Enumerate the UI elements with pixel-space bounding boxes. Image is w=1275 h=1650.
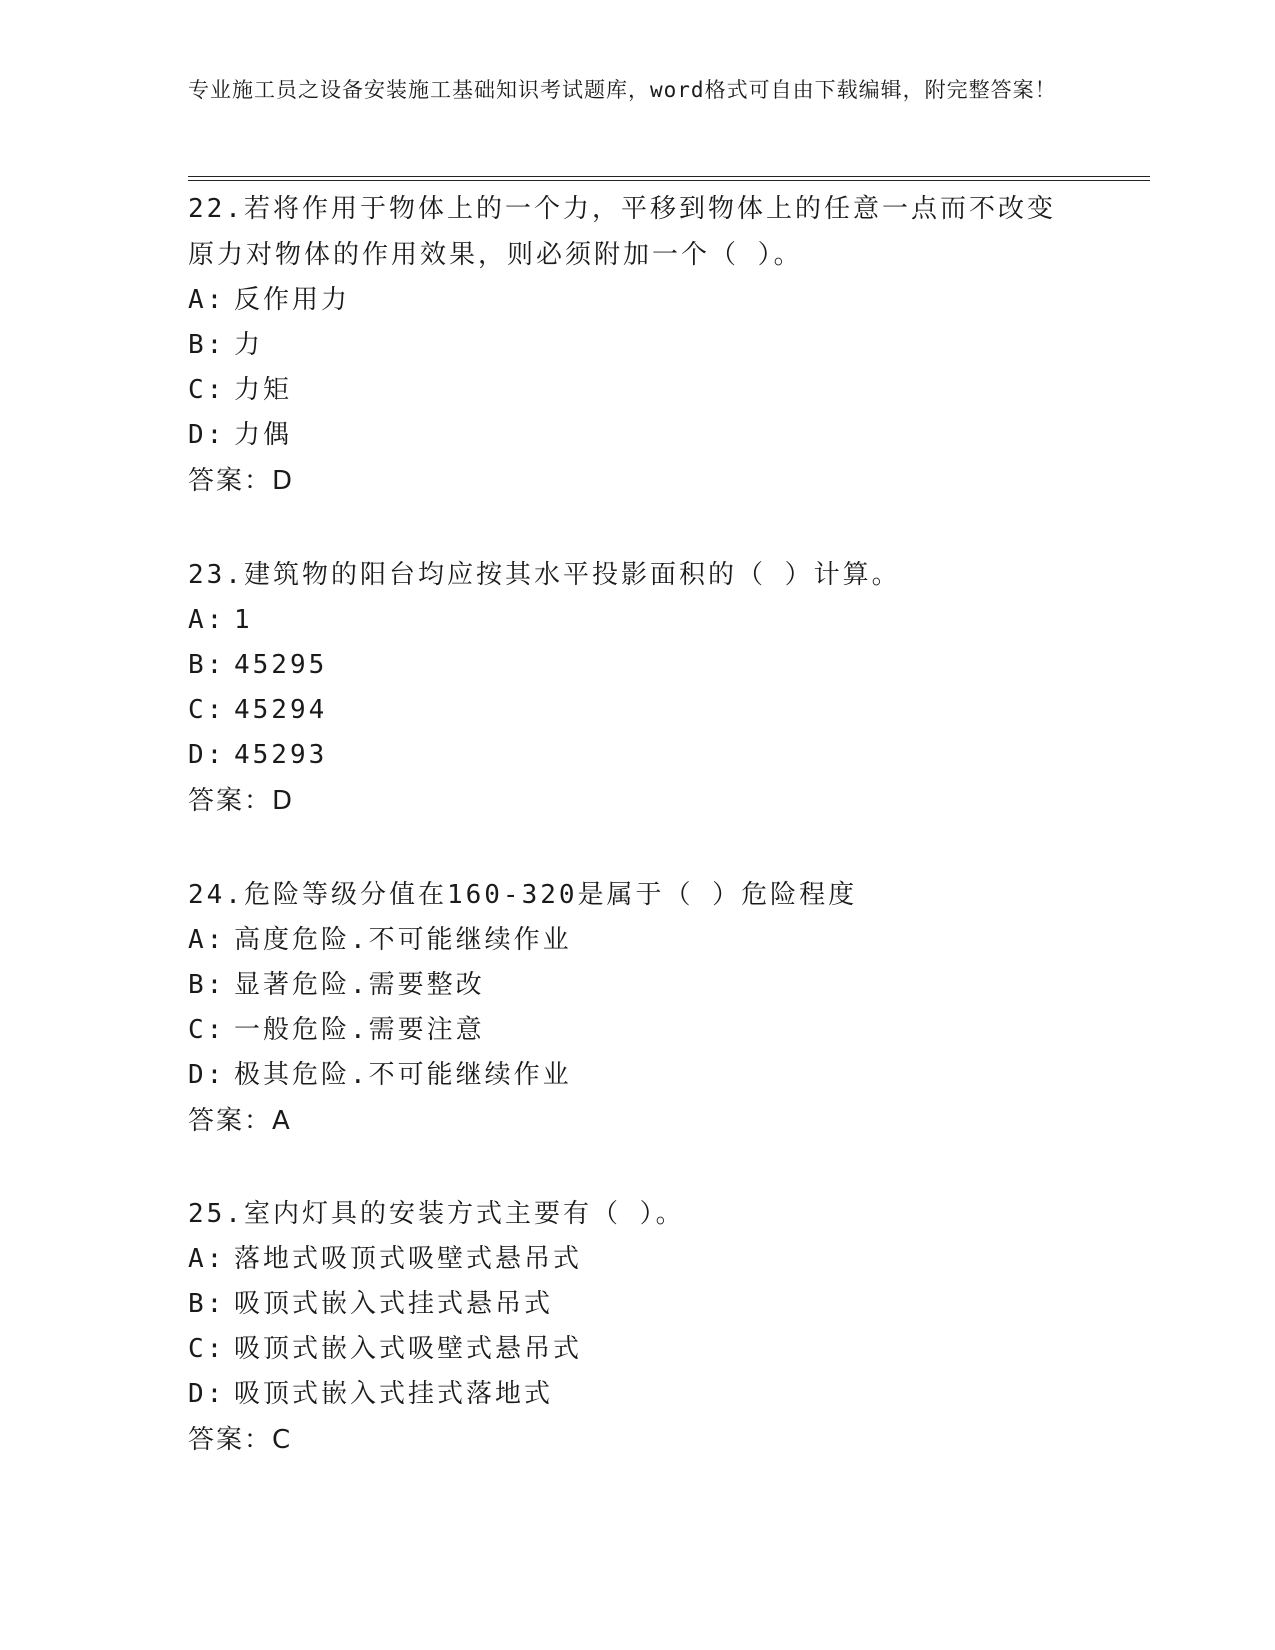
question-25 (188, 1191, 1088, 1463)
option-letter: C: (188, 375, 226, 405)
option-b (188, 963, 1088, 1008)
question-22 (188, 186, 1088, 504)
option-text: 力 (234, 330, 264, 360)
option-a (188, 918, 1088, 963)
option-text: 吸顶式嵌入式挂式悬吊式 (234, 1289, 554, 1319)
option-c (188, 368, 1088, 413)
option-text: 吸顶式嵌入式吸壁式悬吊式 (234, 1334, 583, 1364)
option-letter: D: (188, 1379, 226, 1409)
option-text: 显著危险.需要整改 (234, 970, 485, 1000)
answer-line: 答案：D (188, 786, 295, 816)
option-c (188, 1008, 1088, 1053)
option-text: 45294 (234, 695, 328, 725)
answer-line: 答案：A (188, 1106, 292, 1136)
option-b (188, 323, 1088, 368)
question-23 (188, 552, 1088, 824)
option-text: 吸顶式嵌入式挂式落地式 (234, 1379, 554, 1409)
option-letter: B: (188, 1289, 226, 1319)
answer-line: 答案：C (188, 1425, 293, 1455)
option-letter: C: (188, 1334, 226, 1364)
option-text: 反作用力 (234, 285, 351, 315)
option-letter: D: (188, 420, 226, 450)
option-text: 高度危险.不可能继续作业 (234, 925, 572, 955)
option-a (188, 1237, 1088, 1282)
option-letter: D: (188, 740, 226, 770)
option-text: 极其危险.不可能继续作业 (234, 1060, 572, 1090)
question-24 (188, 872, 1088, 1144)
question-stem: 24.危险等级分值在160-320是属于（ ）危险程度 (188, 880, 858, 910)
option-letter: A: (188, 605, 226, 635)
option-a (188, 598, 1088, 643)
option-text: 力偶 (234, 420, 293, 450)
option-d (188, 413, 1088, 458)
option-text: 45293 (234, 740, 328, 770)
option-d (188, 1372, 1088, 1417)
option-letter: A: (188, 1244, 226, 1274)
option-text: 一般危险.需要注意 (234, 1015, 485, 1045)
option-letter: A: (188, 285, 226, 315)
option-a (188, 278, 1088, 323)
question-stem: 22.若将作用于物体上的一个力，平移到物体上的任意一点而不改变原力对物体的作用效果，则必须附加一个（ ）。 (188, 194, 1056, 270)
option-d (188, 733, 1088, 778)
option-letter: B: (188, 650, 226, 680)
question-stem: 25.室内灯具的安装方式主要有（ ）。 (188, 1199, 685, 1229)
option-text: 45295 (234, 650, 328, 680)
option-b (188, 643, 1088, 688)
document-header: 专业施工员之设备安装施工基础知识考试题库，word格式可自由下载编辑，附完整答案！ (188, 78, 1057, 102)
answer-line: 答案：D (188, 466, 295, 496)
option-letter: C: (188, 1015, 226, 1045)
option-letter: D: (188, 1060, 226, 1090)
option-letter: B: (188, 970, 226, 1000)
option-letter: B: (188, 330, 226, 360)
option-d (188, 1053, 1088, 1098)
option-text: 1 (234, 605, 253, 635)
option-letter: A: (188, 925, 226, 955)
option-b (188, 1282, 1088, 1327)
option-c (188, 688, 1088, 733)
header-divider (188, 176, 1150, 181)
option-letter: C: (188, 695, 226, 725)
option-c (188, 1327, 1088, 1372)
option-text: 落地式吸顶式吸壁式悬吊式 (234, 1244, 583, 1274)
question-stem: 23.建筑物的阳台均应按其水平投影面积的（ ）计算。 (188, 560, 901, 590)
option-text: 力矩 (234, 375, 293, 405)
